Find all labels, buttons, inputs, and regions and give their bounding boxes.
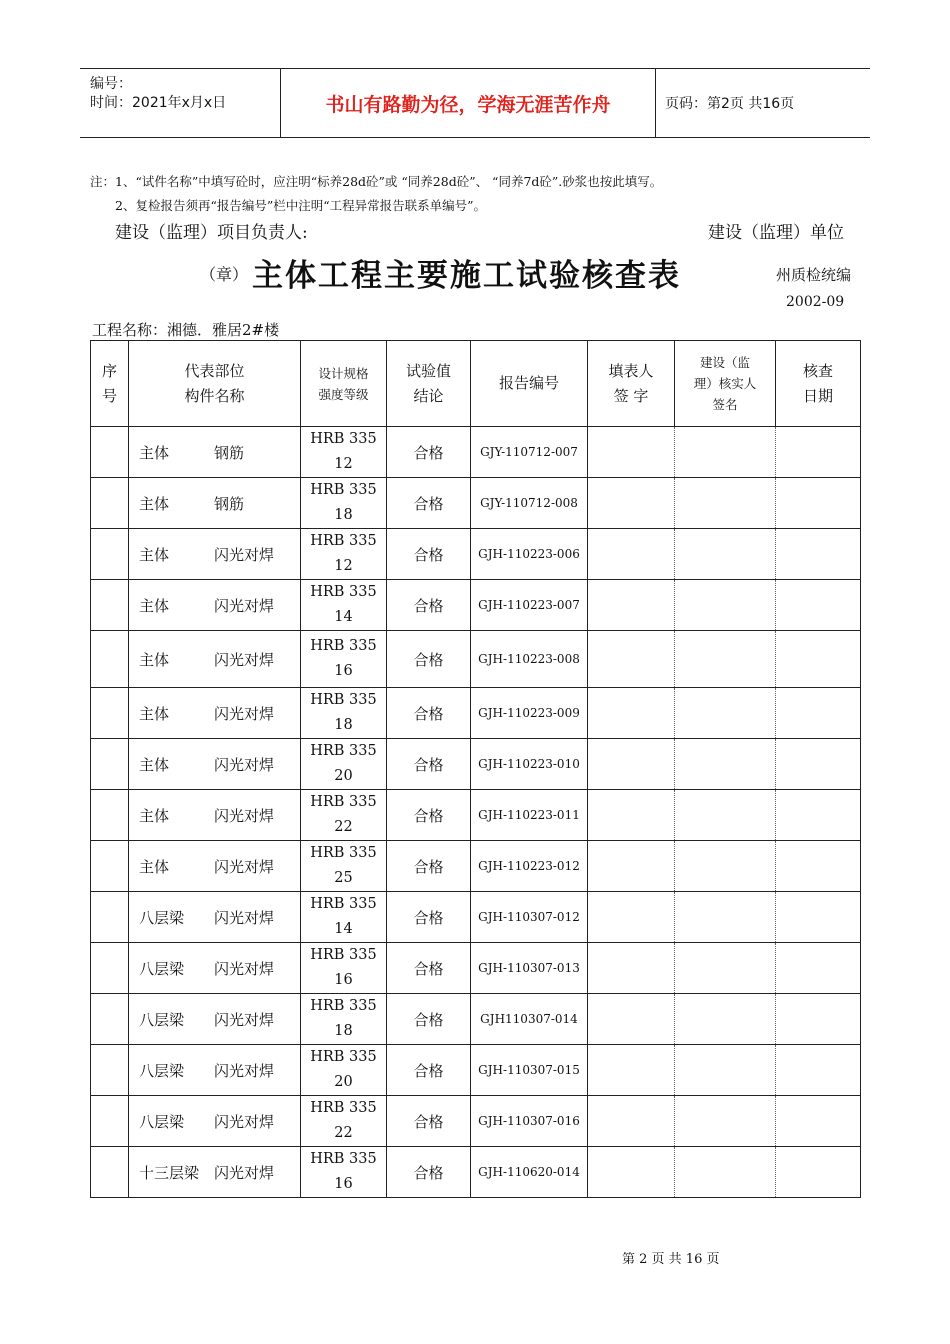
cell-report: GJY-110712-008: [471, 478, 588, 529]
cell-seq: [91, 580, 129, 631]
cell-verifier: [675, 841, 776, 892]
part-location: 八层梁: [139, 1112, 185, 1131]
footer-page-number: 第 2 页 共 16 页: [622, 1252, 720, 1267]
table-row: [91, 892, 861, 943]
spec-grade: HRB 335: [310, 845, 377, 861]
spec-size: 14: [334, 921, 353, 937]
cell-date: [776, 1045, 861, 1096]
cell-seq: [91, 790, 129, 841]
part-location: 主体: [139, 545, 170, 564]
cell-part: [129, 943, 301, 994]
cell-date: [776, 739, 861, 790]
spec-size: 16: [334, 1176, 353, 1192]
cell-report: GJH-110307-015: [471, 1045, 588, 1096]
part-location: 十三层梁: [139, 1163, 200, 1182]
part-location: 八层梁: [139, 1010, 185, 1029]
cell-report: GJY-110712-007: [471, 427, 588, 478]
cell-date: [776, 478, 861, 529]
cell-seq: [91, 943, 129, 994]
cell-seq: [91, 478, 129, 529]
cell-date: [776, 994, 861, 1045]
cell-verifier: [675, 427, 776, 478]
table-row: [91, 841, 861, 892]
cell-verifier: [675, 631, 776, 688]
header-date: 时间：2021年x月x日: [90, 95, 227, 111]
cell-report: GJH110307-014: [471, 994, 588, 1045]
cell-filler: [588, 739, 675, 790]
member-name: 闪光对焊: [214, 650, 275, 669]
cell-result: 合格: [387, 1096, 471, 1147]
cell-result: 合格: [387, 529, 471, 580]
cell-result: 合格: [387, 841, 471, 892]
page-title: 主体工程主要施工试验核查表: [252, 258, 681, 294]
table-row: [91, 688, 861, 739]
header-report: 报告编号: [471, 341, 588, 427]
table-row: [91, 790, 861, 841]
cell-part: [129, 1045, 301, 1096]
spec-size: 20: [334, 1074, 353, 1090]
cell-verifier: [675, 739, 776, 790]
cell-spec: [301, 631, 387, 688]
table-row: [91, 994, 861, 1045]
header-part: 代表部位 构件名称: [129, 341, 301, 427]
cell-part: [129, 994, 301, 1045]
cell-spec: [301, 943, 387, 994]
member-name: 闪光对焊: [214, 1112, 275, 1131]
cell-seq: [91, 427, 129, 478]
cell-spec: [301, 790, 387, 841]
member-name: 钢筋: [214, 494, 245, 513]
cell-report: GJH-110223-009: [471, 688, 588, 739]
header-motto: 书山有路勤为径，学海无涯苦作舟: [281, 69, 656, 137]
spec-grade: HRB 335: [310, 947, 377, 963]
spec-size: 12: [334, 558, 353, 574]
cell-filler: [588, 631, 675, 688]
cell-spec: [301, 427, 387, 478]
cell-result: 合格: [387, 631, 471, 688]
cell-verifier: [675, 688, 776, 739]
part-location: 主体: [139, 650, 170, 669]
header-number-label: 编号：: [90, 76, 132, 92]
header-verifier: 建设（监 理）核实人 签名: [675, 341, 776, 427]
cell-result: 合格: [387, 688, 471, 739]
member-name: 闪光对焊: [214, 704, 275, 723]
cell-date: [776, 1147, 861, 1198]
part-location: 八层梁: [139, 959, 185, 978]
spec-size: 18: [334, 1023, 353, 1039]
cell-report: GJH-110307-012: [471, 892, 588, 943]
header-spec: 设计规格 强度等级: [301, 341, 387, 427]
cell-seq: [91, 739, 129, 790]
cell-date: [776, 943, 861, 994]
cell-verifier: [675, 1096, 776, 1147]
spec-size: 12: [334, 456, 353, 472]
spec-size: 18: [334, 507, 353, 523]
cell-filler: [588, 841, 675, 892]
part-location: 主体: [139, 494, 170, 513]
cell-verifier: [675, 790, 776, 841]
cell-report: GJH-110307-016: [471, 1096, 588, 1147]
cell-spec: [301, 994, 387, 1045]
member-name: 闪光对焊: [214, 959, 275, 978]
document-header: [80, 68, 870, 138]
part-location: 八层梁: [139, 1061, 185, 1080]
sign-right-label: 建设（监理）单位: [708, 223, 844, 243]
cell-verifier: [675, 1147, 776, 1198]
spec-size: 22: [334, 1125, 353, 1141]
part-location: 主体: [139, 443, 170, 462]
member-name: 钢筋: [214, 443, 245, 462]
cell-verifier: [675, 892, 776, 943]
member-name: 闪光对焊: [214, 857, 275, 876]
part-location: 主体: [139, 857, 170, 876]
cell-seq: [91, 994, 129, 1045]
header-seq: 序 号: [91, 341, 129, 427]
cell-report: GJH-110620-014: [471, 1147, 588, 1198]
cell-verifier: [675, 943, 776, 994]
table-row: [91, 580, 861, 631]
cell-filler: [588, 688, 675, 739]
cell-filler: [588, 580, 675, 631]
spec-grade: HRB 335: [310, 1049, 377, 1065]
spec-size: 16: [334, 972, 353, 988]
cell-spec: [301, 478, 387, 529]
spec-grade: HRB 335: [310, 533, 377, 549]
cell-result: 合格: [387, 994, 471, 1045]
member-name: 闪光对焊: [214, 596, 275, 615]
cell-result: 合格: [387, 478, 471, 529]
cell-report: GJH-110307-013: [471, 943, 588, 994]
table-row: [91, 529, 861, 580]
spec-size: 18: [334, 717, 353, 733]
table-row: [91, 427, 861, 478]
cell-spec: [301, 580, 387, 631]
table-row: [91, 1045, 861, 1096]
spec-size: 14: [334, 609, 353, 625]
cell-part: [129, 631, 301, 688]
spec-grade: HRB 335: [310, 584, 377, 600]
cell-verifier: [675, 994, 776, 1045]
member-name: 闪光对焊: [214, 1163, 275, 1182]
cell-seq: [91, 1096, 129, 1147]
cell-result: 合格: [387, 427, 471, 478]
table-row: [91, 739, 861, 790]
part-location: 八层梁: [139, 908, 185, 927]
sign-left-label: 建设（监理）项目负责人:: [115, 223, 308, 243]
cell-seq: [91, 892, 129, 943]
cell-date: [776, 580, 861, 631]
member-name: 闪光对焊: [214, 806, 275, 825]
cell-spec: [301, 529, 387, 580]
member-name: 闪光对焊: [214, 545, 275, 564]
spec-size: 22: [334, 819, 353, 835]
cell-spec: [301, 1147, 387, 1198]
cell-filler: [588, 478, 675, 529]
cell-seq: [91, 631, 129, 688]
part-location: 主体: [139, 596, 170, 615]
cell-spec: [301, 841, 387, 892]
cell-date: [776, 688, 861, 739]
cell-filler: [588, 427, 675, 478]
cell-verifier: [675, 529, 776, 580]
cell-spec: [301, 739, 387, 790]
cell-report: GJH-110223-010: [471, 739, 588, 790]
cell-filler: [588, 1096, 675, 1147]
cell-filler: [588, 790, 675, 841]
member-name: 闪光对焊: [214, 1061, 275, 1080]
cell-result: 合格: [387, 892, 471, 943]
cell-part: [129, 1096, 301, 1147]
spec-grade: HRB 335: [310, 1100, 377, 1116]
spec-grade: HRB 335: [310, 998, 377, 1014]
spec-grade: HRB 335: [310, 692, 377, 708]
cell-filler: [588, 892, 675, 943]
table-row: [91, 1147, 861, 1198]
spec-size: 16: [334, 663, 353, 679]
cell-spec: [301, 1096, 387, 1147]
cell-part: [129, 1147, 301, 1198]
cell-verifier: [675, 1045, 776, 1096]
cell-verifier: [675, 580, 776, 631]
cell-filler: [588, 1147, 675, 1198]
cell-filler: [588, 943, 675, 994]
header-result: 试验值 结论: [387, 341, 471, 427]
table-row: [91, 631, 861, 688]
cell-spec: [301, 892, 387, 943]
cell-date: [776, 631, 861, 688]
spec-grade: HRB 335: [310, 638, 377, 654]
cell-result: 合格: [387, 580, 471, 631]
spec-grade: HRB 335: [310, 1151, 377, 1167]
part-location: 主体: [139, 704, 170, 723]
cell-seq: [91, 841, 129, 892]
cell-date: [776, 529, 861, 580]
cell-date: [776, 841, 861, 892]
cell-part: [129, 688, 301, 739]
cell-part: [129, 580, 301, 631]
cell-date: [776, 892, 861, 943]
member-name: 闪光对焊: [214, 908, 275, 927]
header-page-info: 页码：第2页 共16页: [665, 96, 795, 112]
title-year: 2002-09: [786, 294, 845, 310]
cell-date: [776, 427, 861, 478]
cell-spec: [301, 688, 387, 739]
inspection-table: [90, 340, 861, 1198]
part-location: 主体: [139, 806, 170, 825]
part-location: 主体: [139, 755, 170, 774]
cell-result: 合格: [387, 739, 471, 790]
cell-part: [129, 529, 301, 580]
cell-seq: [91, 688, 129, 739]
project-name: 工程名称：湘德．雅居2#楼: [92, 321, 280, 339]
member-name: 闪光对焊: [214, 1010, 275, 1029]
spec-grade: HRB 335: [310, 431, 377, 447]
cell-report: GJH-110223-008: [471, 631, 588, 688]
cell-report: GJH-110223-012: [471, 841, 588, 892]
cell-result: 合格: [387, 1147, 471, 1198]
cell-filler: [588, 529, 675, 580]
cell-report: GJH-110223-006: [471, 529, 588, 580]
header-filler: 填表人 签 字: [588, 341, 675, 427]
cell-report: GJH-110223-011: [471, 790, 588, 841]
member-name: 闪光对焊: [214, 755, 275, 774]
spec-size: 25: [334, 870, 353, 886]
table-row: [91, 478, 861, 529]
cell-date: [776, 1096, 861, 1147]
cell-verifier: [675, 478, 776, 529]
cell-seq: [91, 1045, 129, 1096]
spec-grade: HRB 335: [310, 896, 377, 912]
cell-part: [129, 427, 301, 478]
cell-seq: [91, 529, 129, 580]
cell-part: [129, 790, 301, 841]
spec-grade: HRB 335: [310, 743, 377, 759]
title-prefix: （章）: [200, 265, 249, 284]
table-header-row: [91, 341, 861, 427]
header-meta: [80, 69, 281, 137]
cell-filler: [588, 1045, 675, 1096]
header-date: 核查 日期: [776, 341, 861, 427]
title-publisher: 州质检统编: [776, 266, 852, 284]
spec-grade: HRB 335: [310, 794, 377, 810]
cell-date: [776, 790, 861, 841]
cell-result: 合格: [387, 790, 471, 841]
cell-part: [129, 841, 301, 892]
note-1: 注：1、“试件名称”中填写砼时，应注明“标养28d砼”或 “同养28d砼”、 “同养7d砼”.砂浆也按此填写。: [90, 174, 663, 189]
spec-grade: HRB 335: [310, 482, 377, 498]
cell-part: [129, 892, 301, 943]
cell-part: [129, 739, 301, 790]
spec-size: 20: [334, 768, 353, 784]
cell-part: [129, 478, 301, 529]
cell-result: 合格: [387, 943, 471, 994]
cell-result: 合格: [387, 1045, 471, 1096]
cell-report: GJH-110223-007: [471, 580, 588, 631]
note-2: 2、复检报告须再“报告编号”栏中注明“工程异常报告联系单编号”。: [115, 198, 487, 213]
cell-seq: [91, 1147, 129, 1198]
table-row: [91, 1096, 861, 1147]
table-row: [91, 943, 861, 994]
cell-spec: [301, 1045, 387, 1096]
cell-filler: [588, 994, 675, 1045]
